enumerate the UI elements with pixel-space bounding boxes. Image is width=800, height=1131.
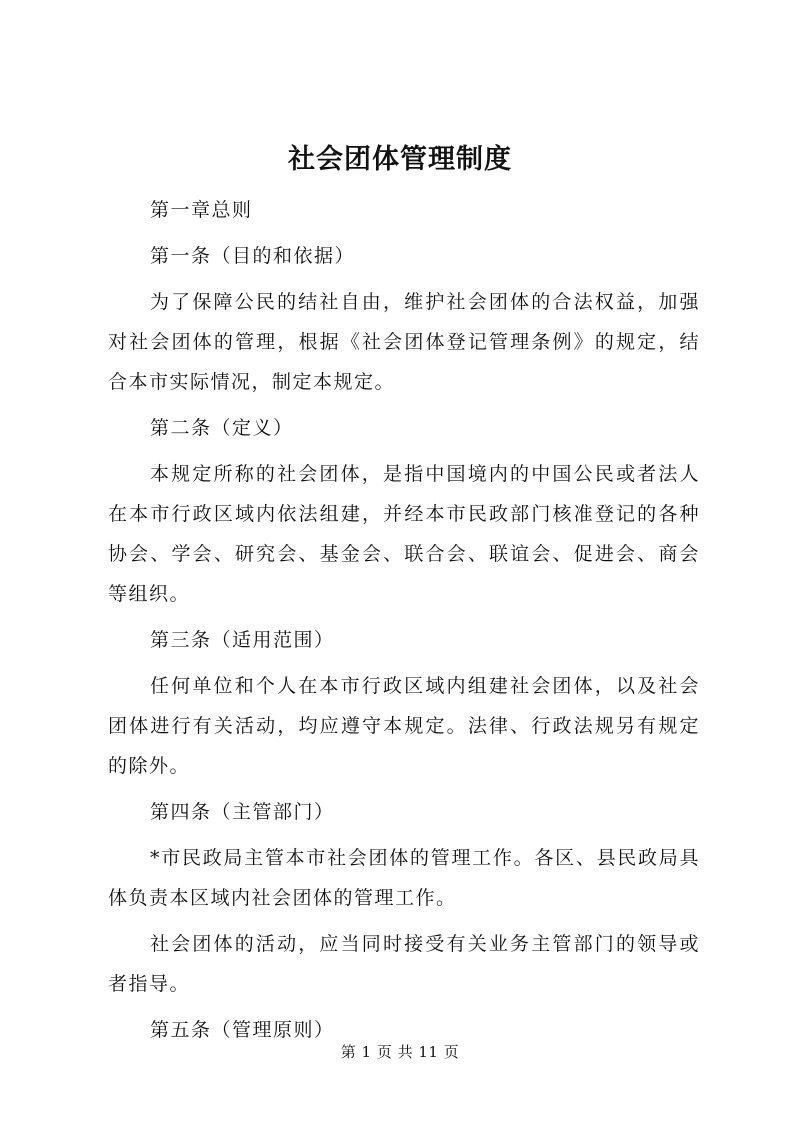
article-heading: 第五条（管理原则） bbox=[150, 1019, 335, 1041]
page-footer: 第 1 页 共 11 页 bbox=[340, 1043, 460, 1061]
article-heading: 第三条（适用范围） bbox=[150, 629, 335, 651]
article-heading: 第二条（定义） bbox=[150, 417, 294, 439]
article-paragraph: 本规定所称的社会团体，是指中国境内的中国公民或者法人在本市行政区域内依法组建，并经本市民政部门核准登记的各种协会、学会、研究会、基金会、联合会、联谊会、促进会、商会等组织。 bbox=[108, 463, 700, 605]
article-paragraph: 任何单位和个人在本市行政区域内组建社会团体，以及社会团体进行有关活动，均应遵守本规定。法律、行政法规另有规定的除外。 bbox=[108, 675, 700, 777]
article-paragraph: *市民政局主管本市社会团体的管理工作。各区、县民政局具体负责本区域内社会团体的管理工作。 bbox=[108, 847, 700, 909]
article-heading: 第一条（目的和依据） bbox=[150, 245, 356, 267]
article-paragraph: 为了保障公民的结社自由，维护社会团体的合法权益，加强对社会团体的管理，根据《社会团体登记管理条例》的规定，结合本市实际情况，制定本规定。 bbox=[108, 291, 700, 393]
article-heading: 第四条（主管部门） bbox=[150, 801, 335, 823]
document-title: 社会团体管理制度 bbox=[288, 144, 512, 175]
document-body bbox=[108, 190, 700, 1056]
article-paragraph: 社会团体的活动，应当同时接受有关业务主管部门的领导或者指导。 bbox=[108, 933, 700, 995]
chapter-heading: 第一章总则 bbox=[150, 199, 253, 221]
